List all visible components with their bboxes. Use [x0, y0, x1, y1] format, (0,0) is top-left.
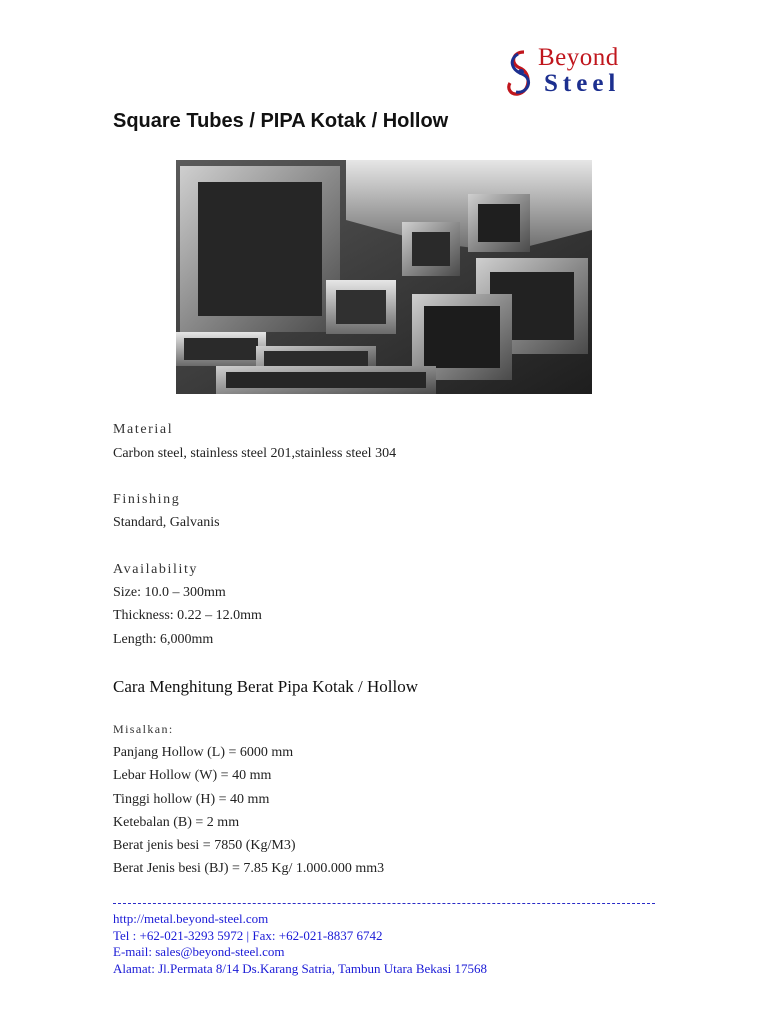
calc-line: Ketebalan (B) = 2 mm [113, 815, 240, 830]
logo-swirl-icon [504, 48, 538, 98]
availability-size: Size: 10.0 – 300mm [113, 585, 226, 600]
website-link[interactable]: http://metal.beyond-steel.com [113, 911, 269, 926]
availability-thickness: Thickness: 0.22 – 12.0mm [113, 608, 262, 623]
material-label: Material [113, 422, 174, 437]
finishing-label: Finishing [113, 492, 181, 507]
finishing-value: Standard, Galvanis [113, 515, 220, 530]
availability-label: Availability [113, 562, 199, 577]
logo-word-beyond: Beyond [538, 44, 619, 71]
logo-word-steel: Steel [544, 70, 621, 97]
brand-logo [504, 44, 634, 100]
material-value: Carbon steel, stainless steel 201,stainless steel 304 [113, 446, 397, 461]
contact-email[interactable]: E-mail: sales@beyond-steel.com [113, 944, 285, 959]
calc-line: Panjang Hollow (L) = 6000 mm [113, 745, 294, 760]
availability-length: Length: 6,000mm [113, 632, 214, 647]
calc-line: Tinggi hollow (H) = 40 mm [113, 792, 270, 807]
calc-line: Berat Jenis besi (BJ) = 7.85 Kg/ 1.000.000 mm3 [113, 861, 385, 876]
calc-heading: Cara Menghitung Berat Pipa Kotak / Hollow [113, 677, 419, 696]
page-title: Square Tubes / PIPA Kotak / Hollow [113, 110, 449, 132]
footer-divider [113, 903, 655, 904]
calc-line: Berat jenis besi = 7850 (Kg/M3) [113, 838, 296, 853]
contact-phone-fax: Tel : +62-021-3293 5972 | Fax: +62-021-8837 6742 [113, 928, 383, 943]
calc-line: Lebar Hollow (W) = 40 mm [113, 768, 272, 783]
calc-intro: Misalkan: [113, 722, 174, 736]
square-tubes-photo [176, 160, 592, 394]
contact-address: Alamat: Jl.Permata 8/14 Ds.Karang Satria, Tambun Utara Bekasi 17568 [113, 961, 487, 976]
